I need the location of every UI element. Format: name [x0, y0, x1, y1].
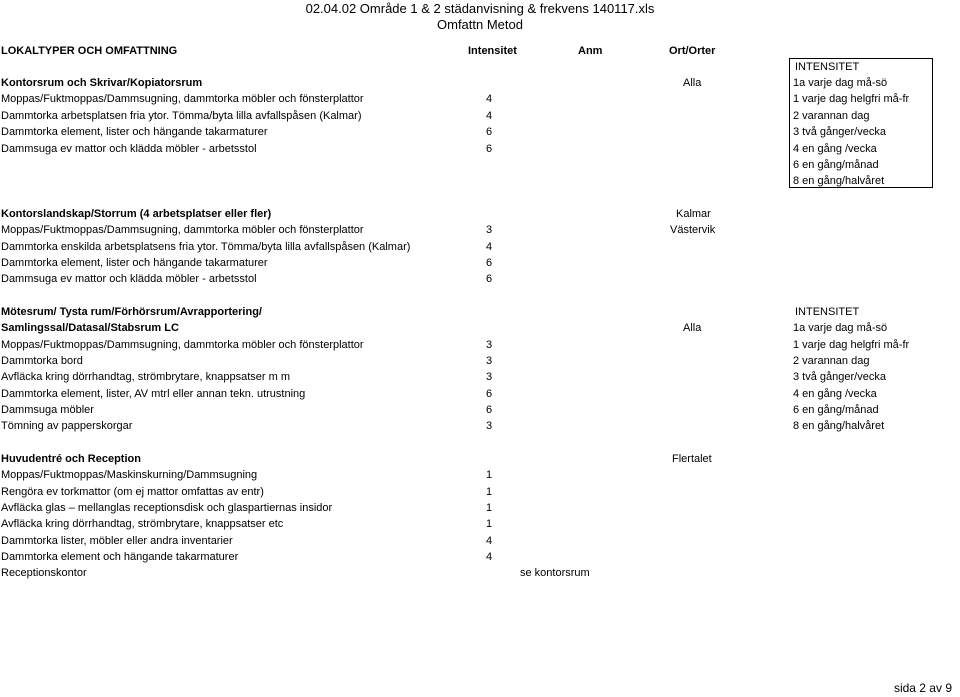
task-cell: Dammtorka bord	[1, 355, 83, 367]
intensity-cell: 6	[486, 143, 493, 155]
task-cell: Receptionskontor	[1, 567, 87, 579]
intensity-cell: 4	[486, 535, 493, 547]
intensity-cell: 3	[486, 224, 493, 236]
task-cell: Rengöra ev torkmattor (om ej mattor omfattas av entr)	[1, 486, 264, 498]
task-cell: Dammsuga ev mattor och klädda möbler - arbetsstol	[1, 143, 257, 155]
section-heading-office: Kontorsrum och Skrivar/Kopiatorsrum	[1, 77, 203, 89]
task-cell: Avfläcka kring dörrhandtag, strömbrytare, knappsatser etc	[1, 518, 284, 530]
task-cell: Dammtorka enskilda arbetsplatsens fria ytor. Tömma/byta lilla avfallspåsen (Kalmar)	[1, 241, 411, 253]
section-heading-reception: Huvudentré och Reception	[1, 453, 141, 465]
task-cell: Moppas/Fuktmoppas/Dammsugning, dammtorka möbler och fönsterplattor	[1, 93, 364, 105]
legend-item: 6 en gång/månad	[793, 404, 879, 416]
task-cell: Dammtorka arbetsplatsen fria ytor. Tömma/byta lilla avfallspåsen (Kalmar)	[1, 110, 362, 122]
intensity-cell: 1	[486, 518, 493, 530]
legend-heading: INTENSITET	[795, 306, 860, 318]
legend-item: 8 en gång/halvåret	[793, 420, 885, 432]
legend-heading: INTENSITET	[795, 61, 860, 73]
legend-item: 6 en gång/månad	[793, 159, 879, 171]
task-cell: Dammtorka element, lister, AV mtrl eller annan tekn. utrustning	[1, 388, 306, 400]
intensity-cell: 4	[486, 551, 493, 563]
legend-item: 3 två gånger/vecka	[793, 371, 886, 383]
task-cell: Moppas/Fuktmoppas/Dammsugning, dammtorka möbler och fönsterplattor	[1, 224, 364, 236]
location-cell: Flertalet	[672, 453, 712, 465]
legend-item: 8 en gång/halvåret	[793, 175, 885, 187]
task-cell: Dammtorka element, lister och hängande takarmaturer	[1, 257, 268, 269]
task-cell: Dammtorka lister, möbler eller andra inventarier	[1, 535, 233, 547]
intensity-cell: 6	[486, 257, 493, 269]
legend-item: 1a varje dag må-sö	[793, 77, 888, 89]
legend-item: 3 två gånger/vecka	[793, 126, 886, 138]
intensity-cell: 3	[486, 355, 493, 367]
task-cell: Avfläcka glas – mellanglas receptionsdisk och glaspartiernas insidor	[1, 502, 333, 514]
legend-item: 2 varannan dag	[793, 110, 870, 122]
col-header-note: Anm	[578, 45, 603, 57]
legend-item: 1 varje dag helgfri må-fr	[793, 93, 910, 105]
legend-item: 2 varannan dag	[793, 355, 870, 367]
col-header-intensity: Intensitet	[468, 45, 517, 57]
legend-item: 1a varje dag må-sö	[793, 322, 888, 334]
col-header-type: LOKALTYPER OCH OMFATTNING	[1, 45, 178, 57]
intensity-cell: 6	[486, 404, 493, 416]
intensity-cell: 3	[486, 339, 493, 351]
intensity-cell: 4	[486, 93, 493, 105]
location-cell: Alla	[683, 322, 702, 334]
task-cell: Moppas/Fuktmoppas/Dammsugning, dammtorka möbler och fönsterplattor	[1, 339, 364, 351]
section-heading-meeting-rooms: Mötesrum/ Tysta rum/Förhörsrum/Avrapportering/	[1, 306, 262, 318]
location-cell: Alla	[683, 77, 702, 89]
intensity-cell: 1	[486, 502, 493, 514]
legend-item: 1 varje dag helgfri må-fr	[793, 339, 910, 351]
legend-item: 4 en gång /vecka	[793, 143, 877, 155]
intensity-cell: 6	[486, 273, 493, 285]
sheet-title: Omfattn Metod	[437, 17, 523, 32]
legend-item: 4 en gång /vecka	[793, 388, 877, 400]
intensity-cell: 6	[486, 388, 493, 400]
task-cell: Avfläcka kring dörrhandtag, strömbrytare, knappsatser m m	[1, 371, 290, 383]
task-cell: Dammsuga möbler	[1, 404, 94, 416]
task-cell: Dammsuga ev mattor och klädda möbler - arbetsstol	[1, 273, 257, 285]
intensity-cell: 4	[486, 241, 493, 253]
note-cell: se kontorsrum	[520, 567, 590, 579]
intensity-cell: 4	[486, 110, 493, 122]
task-cell: Moppas/Fuktmoppas/Maskinskurning/Dammsugning	[1, 469, 258, 481]
intensity-cell: 3	[486, 371, 493, 383]
section-heading-open-office: Kontorslandskap/Storrum (4 arbetsplatser eller fler)	[1, 208, 272, 220]
intensity-cell: 1	[486, 486, 493, 498]
section-heading-assembly-hall: Samlingssal/Datasal/Stabsrum LC	[1, 322, 179, 334]
intensity-cell: 1	[486, 469, 493, 481]
intensity-cell: 6	[486, 126, 493, 138]
task-cell: Dammtorka element, lister och hängande takarmaturer	[1, 126, 268, 138]
page-indicator: sida 2 av 9	[893, 681, 952, 695]
task-cell: Dammtorka element och hängande takarmaturer	[1, 551, 239, 563]
location-cell: Västervik	[670, 224, 716, 236]
location-cell: Kalmar	[676, 208, 711, 220]
task-cell: Tömning av papperskorgar	[1, 420, 133, 432]
col-header-location: Ort/Orter	[669, 45, 716, 57]
file-title: 02.04.02 Område 1 & 2 städanvisning & frekvens 140117.xls	[305, 1, 655, 16]
intensity-cell: 3	[486, 420, 493, 432]
